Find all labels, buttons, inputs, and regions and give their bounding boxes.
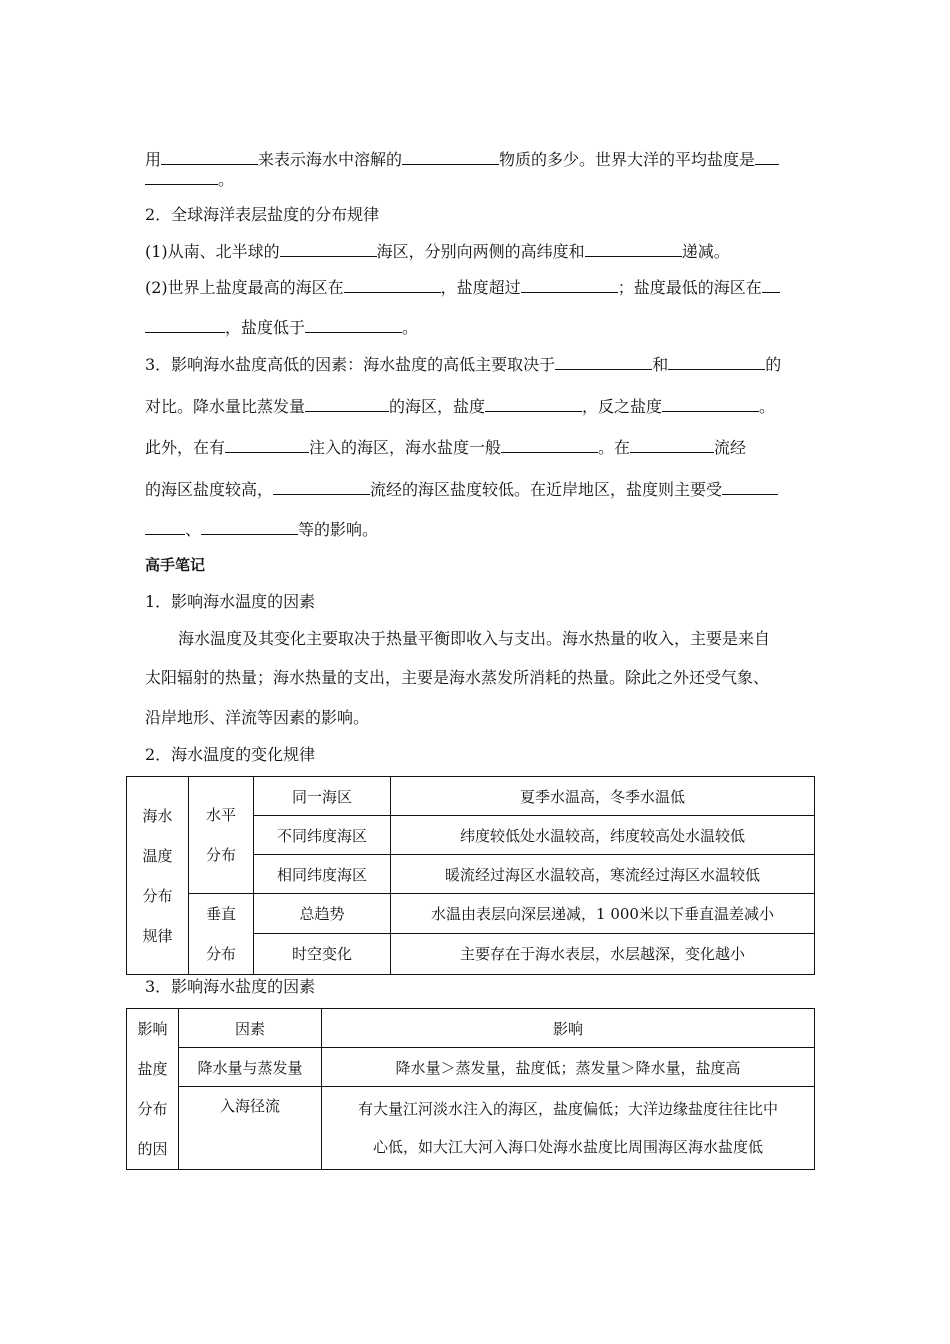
- notes-s1-p3: 沿岸地形、洋流等因素的影响。: [145, 708, 370, 727]
- blank[interactable]: [662, 395, 759, 412]
- table2-header-factor: 因素: [179, 1009, 322, 1048]
- table-cell-value: 暖流经过海区水温较高，寒流经过海区水温较低: [391, 855, 815, 894]
- salinity-factors-table: [126, 1008, 815, 1170]
- table-cell-key: 不同纬度海区: [254, 816, 391, 855]
- table-cell-value: 降水量＞蒸发量，盐度低；蒸发量＞降水量，盐度高: [322, 1048, 815, 1087]
- table-cell-value: 有大量江河淡水注入的海区，盐度偏低；大洋边缘盐度往往比中 心低，如大江大河入海口处海水盐度比周围海区海水盐度低: [322, 1087, 815, 1170]
- blank[interactable]: [402, 148, 499, 165]
- table-cell-key: 相同纬度海区: [254, 855, 391, 894]
- blank[interactable]: [630, 436, 714, 453]
- table1-main-label: 海水 温度 分布 规律: [127, 777, 189, 975]
- table2-header-effect: 影响: [322, 1009, 815, 1048]
- blank[interactable]: [145, 168, 218, 185]
- blank[interactable]: [521, 276, 618, 293]
- notes-s3-title: 3．影响海水盐度的因素: [145, 977, 316, 996]
- blank[interactable]: [344, 276, 441, 293]
- blank[interactable]: [305, 316, 402, 333]
- blank[interactable]: [755, 148, 779, 165]
- table-cell-key: 时空变化: [254, 933, 391, 974]
- blank[interactable]: [201, 518, 298, 535]
- blank[interactable]: [145, 518, 185, 535]
- fill-line-6: ，盐度低于 。: [145, 316, 418, 338]
- table-cell-value: 夏季水温高，冬季水温低: [391, 777, 815, 816]
- vertical-distribution-label: 垂直 分布: [189, 894, 254, 975]
- table-cell-key: 总趋势: [254, 894, 391, 934]
- fill-line-11: 、 等的影响。: [145, 518, 378, 540]
- notes-heading: 高手笔记: [145, 556, 206, 574]
- table-cell-key: 入海径流: [179, 1087, 322, 1170]
- section-2-title: 2．全球海洋表层盐度的分布规律: [145, 205, 380, 224]
- fill-line-1: 用 来表示海水中溶解的 物质的多少。世界大洋的平均盐度是: [145, 128, 779, 170]
- notes-s1-title: 1．影响海水温度的因素: [145, 592, 316, 611]
- table2-main-label: 影响 盐度 分布 的因: [127, 1009, 179, 1170]
- water-temperature-table: [126, 776, 815, 975]
- blank[interactable]: [585, 240, 682, 257]
- notes-s2-title: 2．海水温度的变化规律: [145, 745, 316, 764]
- fill-line-2: 。: [145, 168, 234, 190]
- fill-line-4: (1)从南、北半球的 海区，分别向两侧的高纬度和 递减。: [145, 242, 730, 261]
- fill-line-8: 对比。降水量比蒸发量 的海区，盐度 ，反之盐度 。: [145, 397, 776, 416]
- fill-line-10: 的海区盐度较高， 流经的海区盐度较低。在近岸地区，盐度则主要受: [145, 478, 778, 500]
- blank[interactable]: [305, 395, 389, 412]
- fill-line-5: (2)世界上盐度最高的海区在 ，盐度超过 ；盐度最低的海区在: [145, 276, 780, 298]
- blank[interactable]: [722, 478, 778, 495]
- blank[interactable]: [273, 478, 370, 495]
- blank[interactable]: [501, 436, 598, 453]
- notes-s1-p1: 海水温度及其变化主要取决于热量平衡即收入与支出。海水热量的收入，主要是来自: [178, 629, 771, 648]
- blank[interactable]: [668, 353, 765, 370]
- blank[interactable]: [145, 316, 225, 333]
- blank[interactable]: [555, 353, 652, 370]
- table-cell-value: 纬度较低处水温较高，纬度较高处水温较低: [391, 816, 815, 855]
- table-cell-value: 水温由表层向深层递减，1 000米以下垂直温差减小: [391, 894, 815, 934]
- blank[interactable]: [225, 436, 309, 453]
- blank[interactable]: [762, 276, 780, 293]
- table-cell-value: 主要存在于海水表层，水层越深，变化越小: [391, 933, 815, 974]
- table-cell-key: 同一海区: [254, 777, 391, 816]
- fill-line-7: 3．影响海水盐度高低的因素：海水盐度的高低主要取决于 和 的: [145, 355, 782, 374]
- blank[interactable]: [280, 240, 377, 257]
- notes-s1-p2: 太阳辐射的热量；海水热量的支出，主要是海水蒸发所消耗的热量。除此之外还受气象、: [145, 668, 770, 687]
- horizontal-distribution-label: 水平 分布: [189, 777, 254, 894]
- blank[interactable]: [161, 148, 258, 165]
- table-cell-key: 降水量与蒸发量: [179, 1048, 322, 1087]
- blank[interactable]: [485, 395, 582, 412]
- fill-line-9: 此外，在有 注入的海区，海水盐度一般 。在 流经: [145, 438, 747, 457]
